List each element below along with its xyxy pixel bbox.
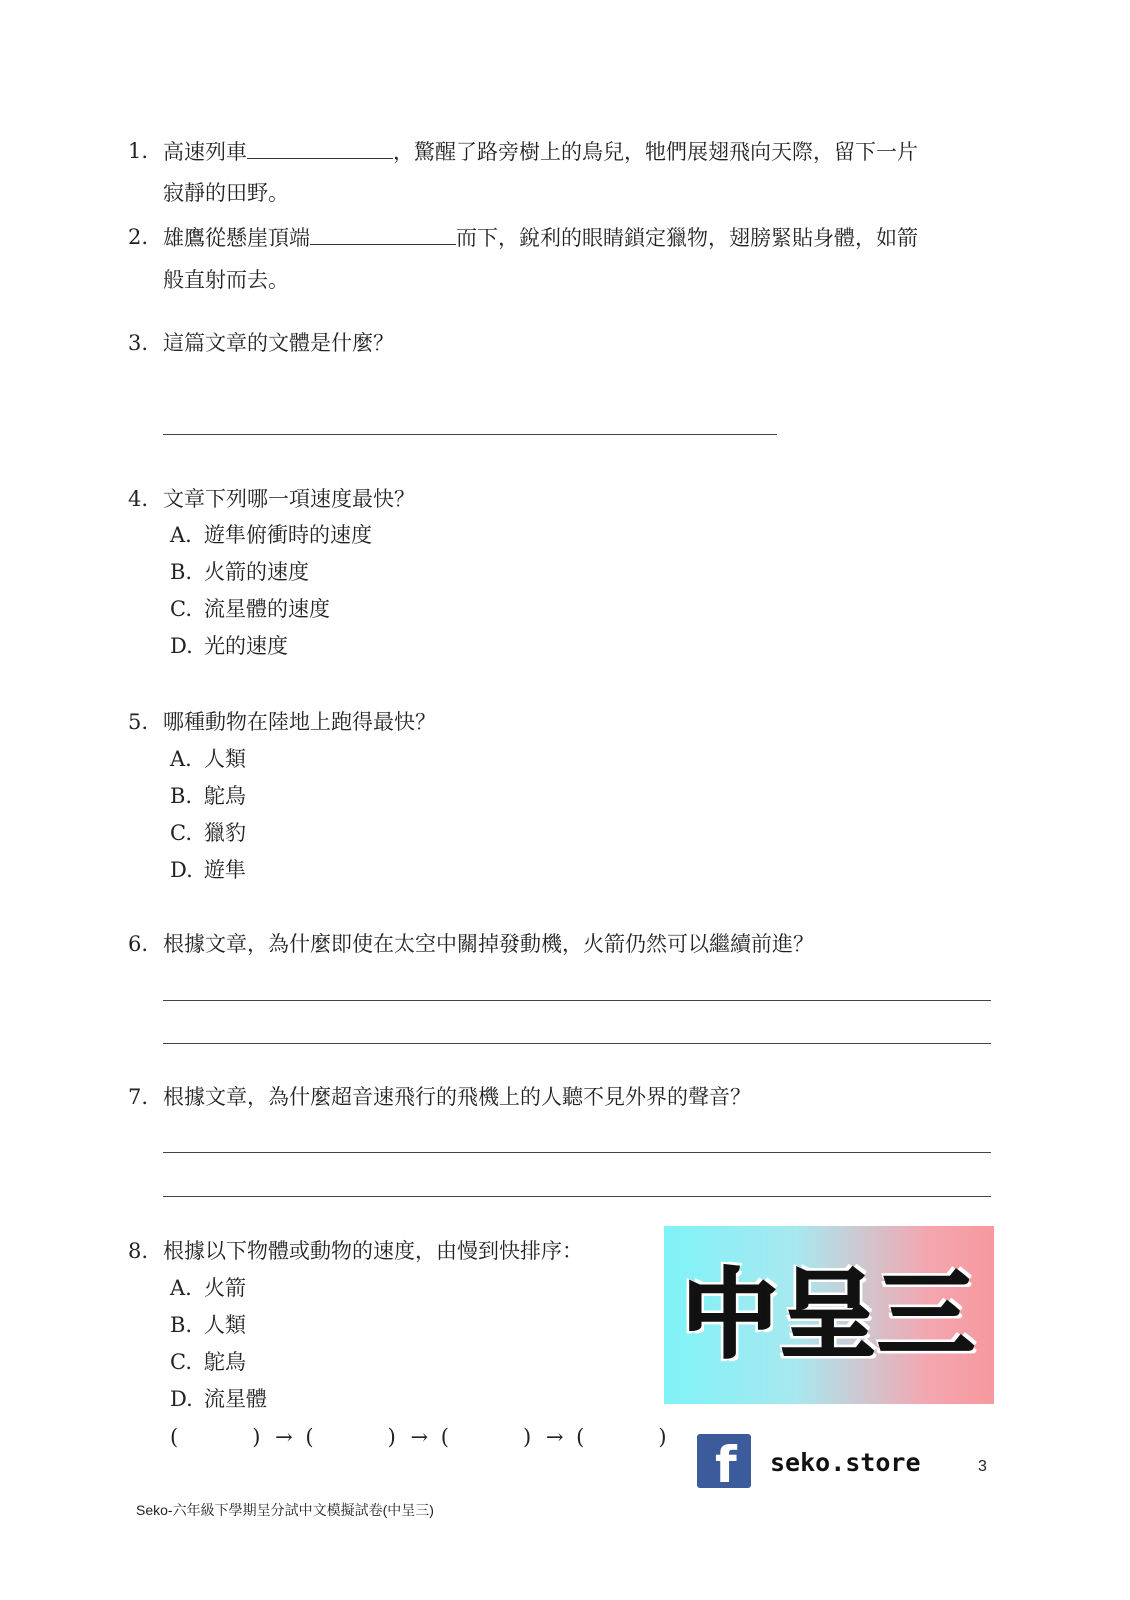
order-slot-1[interactable]: ( ) [170,1425,261,1449]
option-d: D. 流星體 [170,1387,267,1411]
question-number: 1. [128,139,149,163]
option-a: A. 火箭 [170,1276,246,1300]
fill-blank[interactable] [247,136,393,159]
option-a[interactable]: A. 人類 [170,747,246,771]
answer-line[interactable] [163,1000,991,1001]
question-number: 3. [128,331,149,355]
fill-blank[interactable] [310,222,456,245]
question-text: 而下，銳利的眼睛鎖定獵物，翅膀緊貼身體，如箭 [456,226,918,250]
footer-text: Seko-六年級下學期呈分試中文模擬試卷(中呈三) [136,1502,434,1518]
option-c: C. 鴕鳥 [170,1350,246,1374]
question-number: 6. [128,932,149,956]
brand-logo-text: 中呈三 [682,1259,976,1371]
option-d[interactable]: D. 光的速度 [170,634,288,658]
arrow-icon: → [410,1425,429,1449]
option-b: B. 人類 [170,1313,246,1337]
answer-line[interactable] [163,1196,991,1197]
question-number: 4. [128,487,149,511]
question-text-line2: 般直射而去。 [163,268,289,292]
option-b[interactable]: B. 鴕鳥 [170,784,246,808]
option-c[interactable]: C. 流星體的速度 [170,597,330,621]
question-number: 2. [128,225,149,249]
answer-line[interactable] [163,434,777,435]
question-text: 雄鷹從懸崖頂端 [163,226,310,250]
question-text: 根據以下物體或動物的速度，由慢到快排序： [163,1239,583,1263]
question-text: 根據文章，為什麼即使在太空中關掉發動機，火箭仍然可以繼續前進？ [163,932,814,956]
question-text: 哪種動物在陸地上跑得最快？ [163,710,436,734]
option-b[interactable]: B. 火箭的速度 [170,560,309,584]
brand-logo [664,1226,994,1404]
question-text: 高速列車 [163,140,247,164]
option-c[interactable]: C. 獵豹 [170,821,246,845]
order-answer-row [170,1422,667,1452]
answer-line[interactable] [163,1043,991,1044]
question-number: 5. [128,710,149,734]
order-slot-4[interactable]: ( ) [576,1425,667,1449]
option-a[interactable]: A. 遊隼俯衝時的速度 [170,523,372,547]
question-text-line2: 寂靜的田野。 [163,181,289,205]
arrow-icon: → [275,1425,293,1449]
question-number: 7. [128,1085,149,1109]
order-slot-3[interactable]: ( ) [440,1425,532,1449]
page-number: 3 [978,1458,987,1475]
facebook-icon[interactable]: f [697,1434,751,1488]
option-d[interactable]: D. 遊隼 [170,858,246,882]
question-text: ，驚醒了路旁樹上的鳥兒，牠們展翅飛向天際，留下一片 [393,140,918,164]
question-text: 根據文章，為什麼超音速飛行的飛機上的人聽不見外界的聲音？ [163,1085,751,1109]
question-text: 這篇文章的文體是什麼？ [163,331,394,355]
order-slot-2[interactable]: ( ) [305,1425,396,1449]
question-number: 8. [128,1239,149,1263]
answer-line[interactable] [163,1152,991,1153]
arrow-icon: → [545,1425,564,1449]
question-text: 文章下列哪一項速度最快？ [163,487,415,511]
social-handle[interactable]: seko.store [770,1448,921,1477]
